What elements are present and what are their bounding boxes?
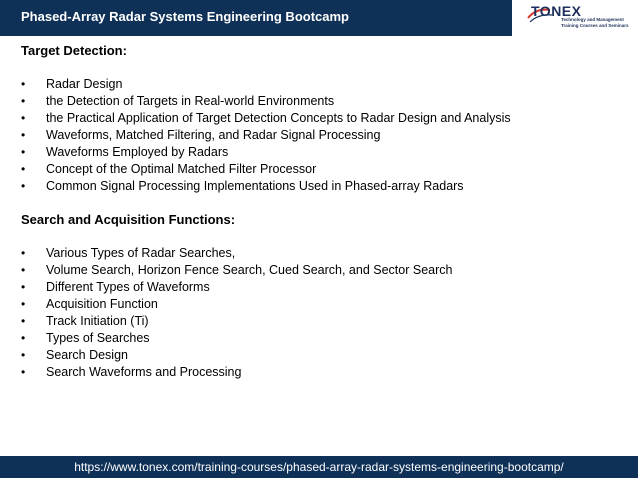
bullet-icon: • [21,297,26,311]
course-url-link[interactable]: https://www.tonex.com/training-courses/phased-array-radar-systems-engineering-bootcamp/ [74,460,564,474]
list-item-text: Concept of the Optimal Matched Filter Processor [46,162,317,176]
logo-tagline-2: Training Courses and Seminars [561,23,629,28]
tonex-logo[interactable] [512,0,638,36]
list-item [21,313,621,330]
list-item [21,178,621,195]
bullet-icon: • [21,348,26,362]
list-item-text: Acquisition Function [46,297,158,311]
section-heading-search-acquisition: Search and Acquisition Functions: [21,212,236,227]
list-item-text: the Detection of Targets in Real-world Environments [46,94,335,108]
bullet-icon: • [21,263,26,277]
slide-title: Phased-Array Radar Systems Engineering Bootcamp [21,9,349,24]
footer-bar [0,456,638,478]
list-item-text: Search Design [46,348,128,362]
bullet-icon: • [21,365,26,379]
list-item [21,127,621,144]
logo-tagline-1: Technology and Management [561,17,624,22]
bullet-icon: • [21,94,26,108]
list-item-text: Various Types of Radar Searches, [46,246,236,260]
list-item-text: Different Types of Waveforms [46,280,210,294]
list-item [21,110,621,127]
list-item [21,161,621,178]
list-item-text: Types of Searches [46,331,150,345]
list-item [21,262,621,279]
bullet-icon: • [21,280,26,294]
bullet-icon: • [21,145,26,159]
bullet-icon: • [21,77,26,91]
list-item [21,245,621,262]
list-item-text: Waveforms, Matched Filtering, and Radar Signal Processing [46,128,381,142]
section-heading-target-detection: Target Detection: [21,43,127,58]
header-bar [0,0,638,36]
bullet-icon: • [21,314,26,328]
list-item [21,364,621,381]
list-item [21,144,621,161]
list-item [21,76,621,93]
list-item [21,93,621,110]
list-item-text: Waveforms Employed by Radars [46,145,229,159]
list-item-text: Radar Design [46,77,123,91]
list-item-text: Common Signal Processing Implementations Used in Phased-array Radars [46,179,464,193]
logo-name: TONEX [531,3,582,19]
target-detection-list [21,76,621,195]
list-item-text: Volume Search, Horizon Fence Search, Cued Search, and Sector Search [46,263,453,277]
search-acquisition-list [21,245,621,381]
bullet-icon: • [21,179,26,193]
bullet-icon: • [21,128,26,142]
bullet-icon: • [21,111,26,125]
list-item [21,330,621,347]
slide-content [21,42,621,381]
bullet-icon: • [21,162,26,176]
list-item-text: the Practical Application of Target Detection Concepts to Radar Design and Analysis [46,111,511,125]
list-item-text: Search Waveforms and Processing [46,365,242,379]
bullet-icon: • [21,331,26,345]
list-item-text: Track Initiation (Ti) [46,314,149,328]
bullet-icon: • [21,246,26,260]
list-item [21,279,621,296]
list-item [21,347,621,364]
list-item [21,296,621,313]
